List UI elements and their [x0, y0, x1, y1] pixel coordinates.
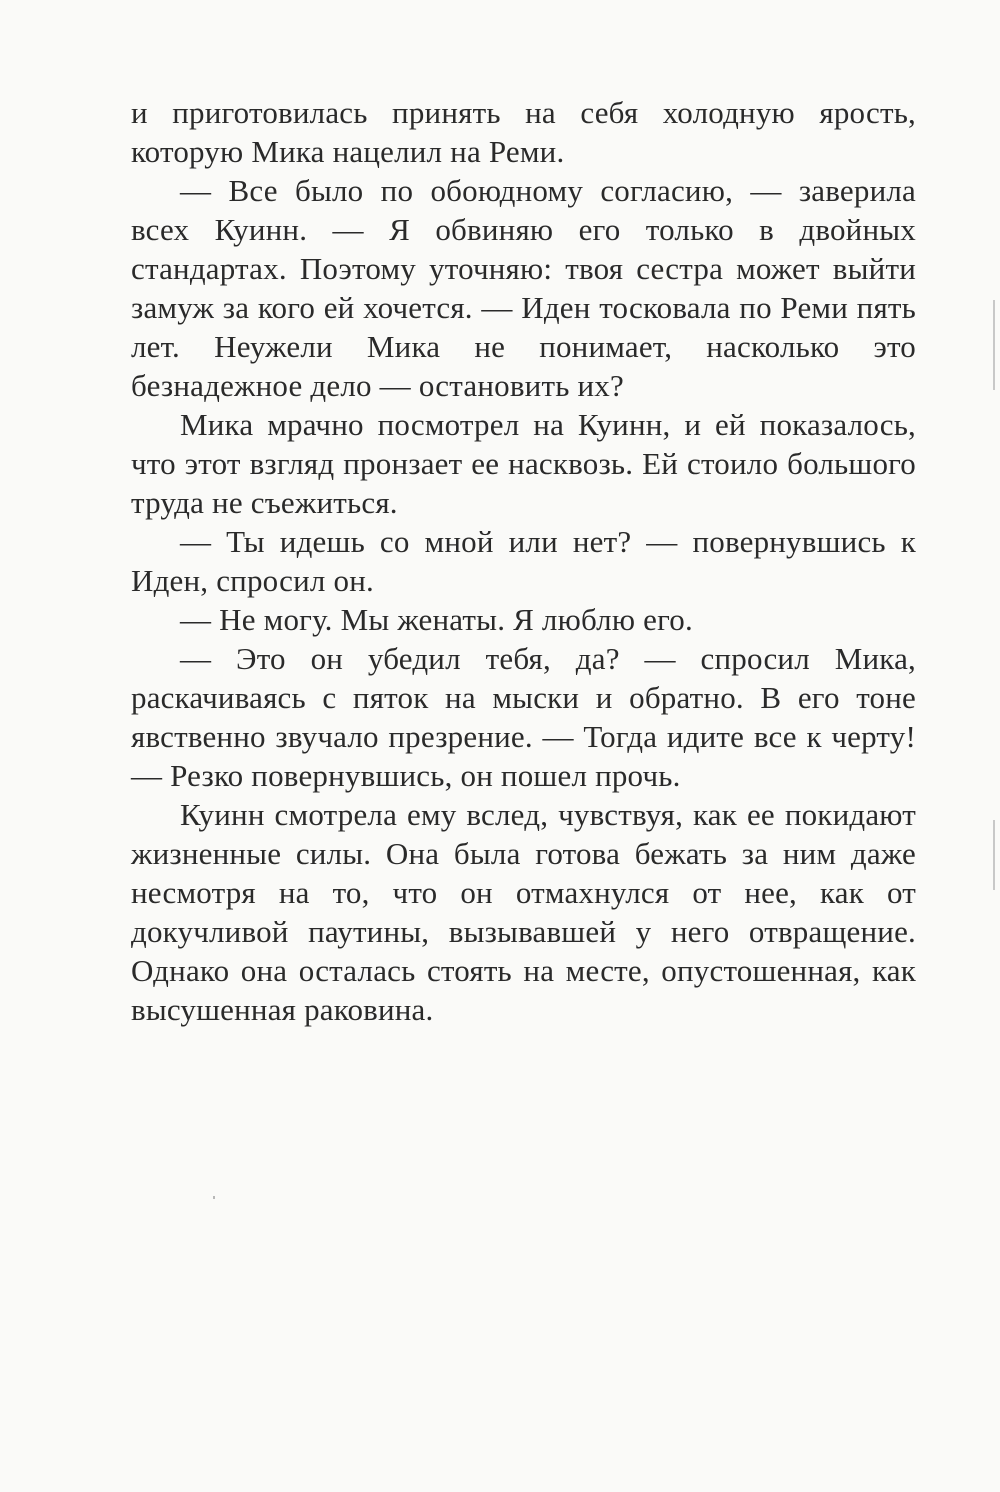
paragraph-3: Мика мрачно посмотрел на Куинн, и ей показалось, что этот взгляд пронзает ее насквозь. Ей стоило большого труда не съежиться. — [131, 407, 916, 520]
paragraph-2: — Все было по обоюдному согласию, — заверила всех Куинн. — Я обвиняю его только в двойных стандартах. Поэтому уточняю: твоя сестра может выйти замуж за кого ей хочется. — Иден тосковала по Реми пять лет. Неужели Мика не понимает, насколько это безнадежное дело — остановить их? — [131, 173, 916, 403]
paragraph-4: — Ты идешь со мной или нет? — повернувшись к Иден, спросил он. — [131, 524, 916, 598]
scan-edge-mark — [993, 820, 995, 890]
paragraph-1: и приготовилась принять на себя холодную ярость, которую Мика нацелил на Реми. — [131, 95, 916, 169]
scan-edge-mark — [993, 300, 995, 390]
paragraph-7: Куинн смотрела ему вслед, чувствуя, как ее покидают жизненные силы. Она была готова бежать за ним даже несмотря на то, что он отмахнулся от нее, как от докучливой паутины, вызывавшей у него отвращение. Однако она осталась стоять на месте, опустошенная, как высушенная раковина. — [131, 797, 916, 1027]
paragraph-5: — Не могу. Мы женаты. Я люблю его. — [180, 602, 693, 637]
paragraph-6: — Это он убедил тебя, да? — спросил Мика, раскачиваясь с пяток на мыски и обратно. В его тоне явственно звучало презрение. — Тогда идите все к черту! — Резко повернувшись, он пошел прочь. — [131, 641, 916, 793]
scan-speck — [213, 1196, 215, 1199]
page-text — [131, 93, 916, 1029]
